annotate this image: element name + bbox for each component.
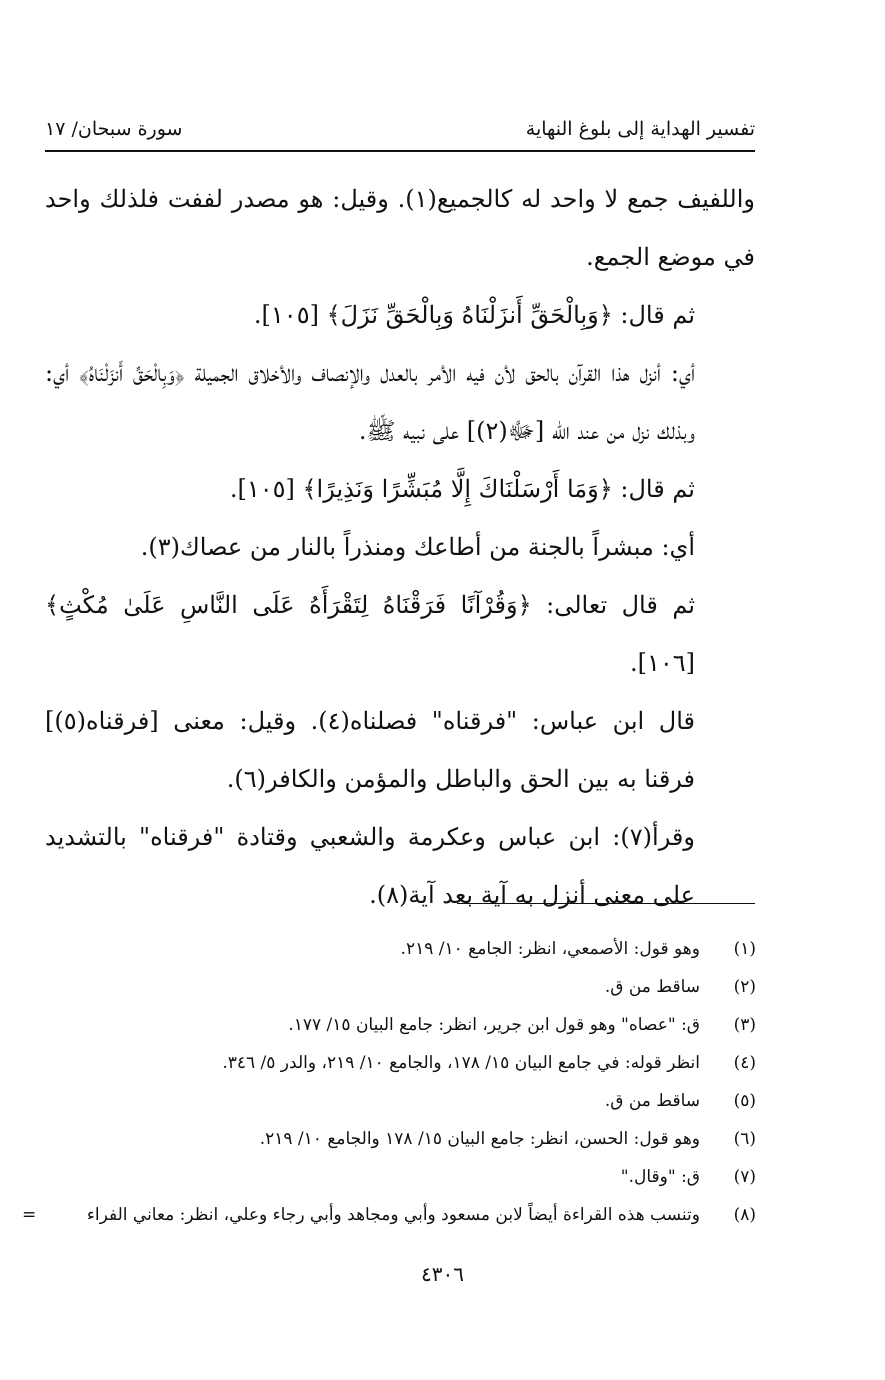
footnote	[20, 968, 756, 1006]
footnote-rule	[457, 903, 755, 904]
footnote-number: (٧)	[733, 1167, 756, 1187]
continuation-mark: =	[22, 1205, 37, 1225]
footnote	[20, 1120, 756, 1158]
footnote-text: انظر قوله: في جامع البيان ١٥/ ١٧٨، والجامع ١٠/ ٢١٩، والدر ٥/ ٣٤٦.	[222, 1053, 700, 1073]
footnote	[20, 1158, 756, 1196]
footnote-number: (٥)	[733, 1091, 756, 1111]
footnote-number: (٣)	[733, 1015, 756, 1035]
paragraph: ثم قال تعالى: ﴿وَقُرْآنًا فَرَقْنَاهُ لِتَقْرَأَهُ عَلَى النَّاسِ عَلَىٰ مُكْثٍ﴾ [١٠٦].	[45, 591, 695, 677]
footnote-number: (١)	[733, 939, 756, 959]
header-rule	[45, 150, 755, 152]
footnote-number: (٨)	[733, 1205, 756, 1225]
footnote-text: ساقط من ق.	[604, 1091, 700, 1111]
paragraph: واللفيف جمع لا واحد له كالجميع(١). وقيل: هو مصدر لففت فلذلك واحد في موضع الجمع.	[45, 185, 755, 271]
footnote-text: ساقط من ق.	[604, 977, 700, 997]
footnote	[20, 930, 756, 968]
sura-title: سورة سبحان/ ١٧	[45, 118, 183, 140]
paragraph: ثم قال: ﴿وَمَا أَرْسَلْنَاكَ إِلَّا مُبَشِّرًا وَنَذِيرًا﴾ [١٠٥].	[229, 475, 695, 503]
footnote-text: ق: "عصاه" وهو قول ابن جرير، انظر: جامع البيان ١٥/ ١٧٧.	[288, 1015, 700, 1035]
footnotes	[20, 930, 756, 1234]
footnote	[20, 1044, 756, 1082]
page-number: ٤٣٠٦	[421, 1262, 464, 1286]
paragraph: ثم قال: ﴿وَبِالْحَقِّ أَنزَلْنَاهُ وَبِالْحَقِّ نَزَلَ﴾ [١٠٥].	[253, 301, 695, 329]
paragraph: أي: مبشراً بالجنة من أطاعك ومنذراً بالنار من عصاك(٣).	[140, 533, 695, 561]
book-title: تفسير الهداية إلى بلوغ النهاية	[525, 118, 755, 140]
paragraph: أي: أنزل هذا القرآن بالحق لأن فيه الأمر بالعدل والإنصاف والأخلاق الجميلة ﴿وَبِالْحَقِّ أَنزَلْنَاهُ﴾ أي: وبذلك نزل من عند الله [ﷻ(٢)] على نبيه ﷺ.	[45, 359, 695, 445]
footnote-text: وهو قول: الأصمعي، انظر: الجامع ١٠/ ٢١٩.	[400, 939, 700, 959]
footnote	[20, 1196, 756, 1234]
footnote-number: (٤)	[733, 1053, 756, 1073]
footnote-number: (٢)	[733, 977, 756, 997]
paragraph: قال ابن عباس: "فرقناه" فصلناه(٤). وقيل: معنى [فرقناه(٥)] فرقنا به بين الحق والباطل والمؤمن والكافر(٦).	[45, 707, 696, 793]
footnote-text: وتنسب هذه القراءة أيضاً لابن مسعود وأبي ومجاهد وأبي رجاء وعلي، انظر: معاني الفراء	[86, 1205, 700, 1225]
running-header	[45, 112, 755, 150]
footnote	[20, 1082, 756, 1120]
footnote	[20, 1006, 756, 1044]
paragraph: وقرأ(٧): ابن عباس وعكرمة والشعبي وقتادة "فرقناه" بالتشديد على معنى أنزل به آية بعد آية(٨).	[45, 823, 695, 909]
main-text	[45, 170, 755, 924]
footnote-text: وهو قول: الحسن، انظر: جامع البيان ١٥/ ١٧٨ والجامع ١٠/ ٢١٩.	[259, 1129, 700, 1149]
footnote-number: (٦)	[733, 1129, 756, 1149]
footnote-text: ق: "وقال."	[620, 1167, 700, 1187]
